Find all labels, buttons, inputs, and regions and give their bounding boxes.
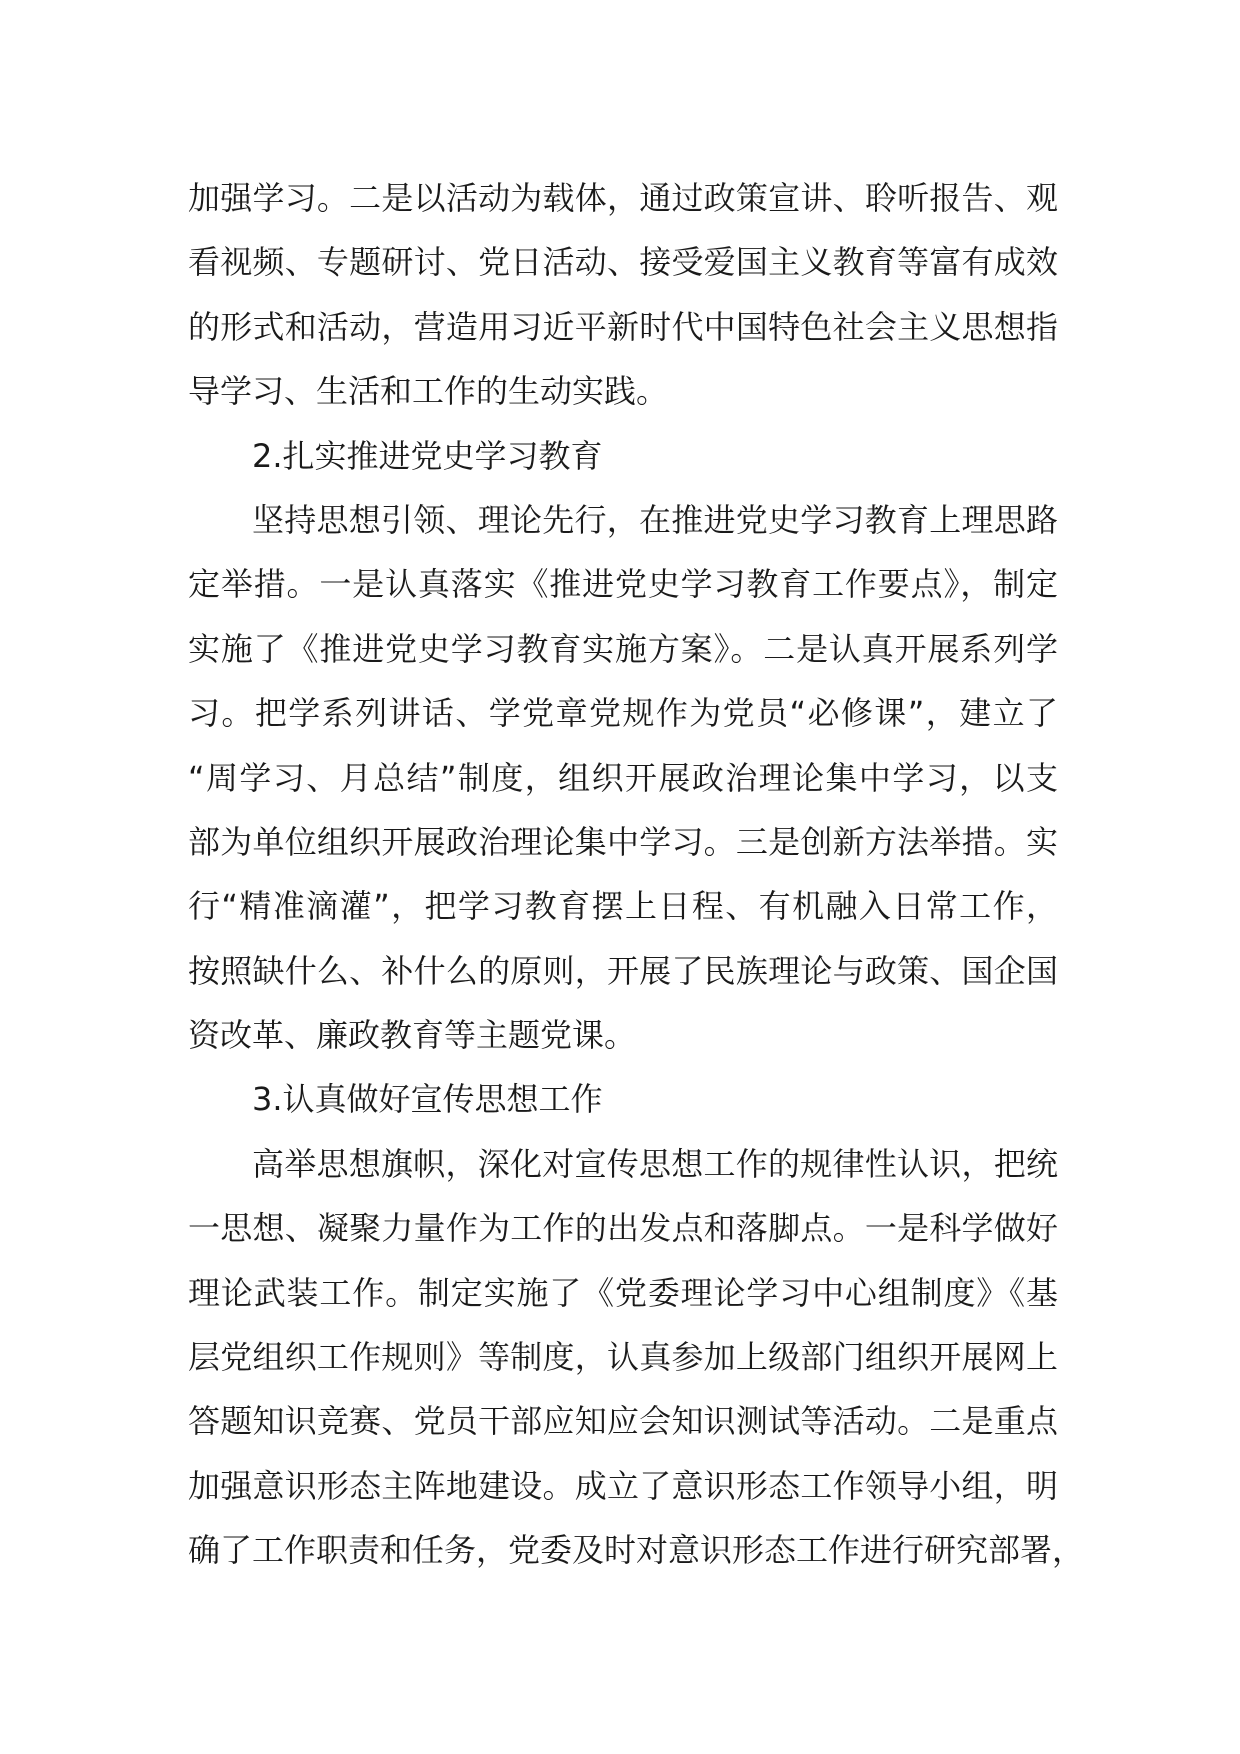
- body-line: 定举措。一是认真落实《推进党史学习教育工作要点》，制定: [188, 565, 1058, 604]
- body-line: 加强意识形态主阵地建设。成立了意识形态工作领导小组，明: [188, 1466, 1058, 1505]
- document-body: [188, 166, 1085, 1583]
- body-line: “周学习、月总结”制度，组织开展政治理论集中学习，以支: [188, 758, 1058, 797]
- body-line: 实施了《推进党史学习教育实施方案》。二是认真开展系列学: [188, 629, 1058, 668]
- body-line: 确了工作职责和任务，党委及时对意识形态工作进行研究部署，: [188, 1531, 1085, 1570]
- section-heading: 2.扎实推进党史学习教育: [252, 436, 603, 475]
- body-line: 行“精准滴灌”，把学习教育摆上日程、有机融入日常工作，: [188, 887, 1058, 926]
- body-line: 一思想、凝聚力量作为工作的出发点和落脚点。一是科学做好: [188, 1209, 1058, 1248]
- body-line: 的形式和活动，营造用习近平新时代中国特色社会主义思想指: [188, 307, 1058, 346]
- body-line: 习。把学系列讲话、学党章党规作为党员“必修课”，建立了: [188, 694, 1058, 733]
- body-line: 加强学习。二是以活动为载体，通过政策宣讲、聆听报告、观: [188, 179, 1058, 217]
- body-line: 坚持思想引领、理论先行，在推进党史学习教育上理思路: [252, 500, 1058, 539]
- body-line: 层党组织工作规则》等制度，认真参加上级部门组织开展网上: [188, 1338, 1058, 1377]
- body-line: 按照缺什么、补什么的原则，开展了民族理论与政策、国企国: [188, 951, 1058, 990]
- body-line: 看视频、专题研讨、党日活动、接受爱国主义教育等富有成效: [188, 243, 1058, 282]
- body-line: 部为单位组织开展政治理论集中学习。三是创新方法举措。实: [188, 822, 1058, 861]
- section-heading: 3.认真做好宣传思想工作: [252, 1080, 603, 1119]
- body-line: 高举思想旗帜，深化对宣传思想工作的规律性认识，把统: [252, 1144, 1058, 1183]
- body-line: 导学习、生活和工作的生动实践。: [188, 372, 669, 411]
- body-line: 资改革、廉政教育等主题党课。: [188, 1016, 637, 1055]
- body-line: 理论武装工作。制定实施了《党委理论学习中心组制度》《基: [188, 1273, 1058, 1312]
- body-line: 答题知识竞赛、党员干部应知应会知识测试等活动。二是重点: [188, 1402, 1058, 1441]
